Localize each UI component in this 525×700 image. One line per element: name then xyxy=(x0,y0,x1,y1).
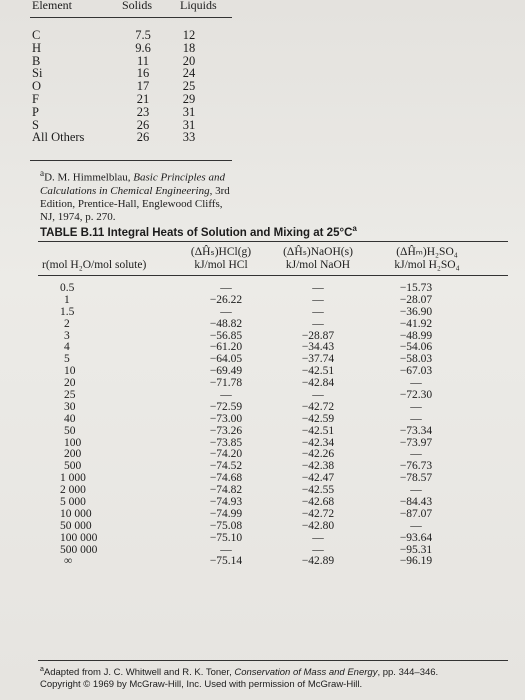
naoh-cell: −42.68 xyxy=(301,496,335,509)
r-cell: 500 000 xyxy=(60,543,98,556)
hcl-cell: −74.82 xyxy=(209,484,243,497)
naoh-cell: −42.84 xyxy=(301,377,335,390)
element-name: S xyxy=(32,117,39,132)
r-cell: 500 xyxy=(64,460,82,473)
h2so4-column xyxy=(386,283,446,568)
naoh-cell: −42.26 xyxy=(301,448,335,461)
table-header-rule xyxy=(38,275,508,276)
hcl-cell: −73.85 xyxy=(209,436,243,449)
hcl-cell: — xyxy=(220,282,232,294)
liquid-value: 25 xyxy=(182,79,196,94)
naoh-cell: −42.80 xyxy=(301,519,335,532)
footnote-source: Adapted from J. C. Whitwell and R. K. Toner, xyxy=(43,667,235,679)
element-table xyxy=(30,28,230,143)
hcl-cell: — xyxy=(220,389,232,402)
naoh-cell: −42.38 xyxy=(301,460,335,473)
h2so4-cell: −36.90 xyxy=(399,305,433,318)
hcl-cell: −71.78 xyxy=(209,377,243,390)
h2so4-cell: −28.07 xyxy=(399,293,433,306)
element-row xyxy=(30,66,230,79)
element-row xyxy=(30,118,230,131)
r-cell: 10 000 xyxy=(60,507,92,520)
r-cell: 1 000 xyxy=(60,472,86,485)
naoh-cell: — xyxy=(312,389,324,402)
element-row xyxy=(30,92,230,105)
hcl-cell: — xyxy=(220,543,232,556)
hcl-col-unit: kJ/mol HCl xyxy=(194,259,248,271)
header-liquids: Liquids xyxy=(180,0,217,12)
naoh-cell: — xyxy=(312,293,324,306)
h2so4-cell: −67.03 xyxy=(399,365,433,378)
table-title-marker: a xyxy=(352,224,357,233)
hcl-cell: −26.22 xyxy=(209,293,243,306)
naoh-column xyxy=(288,283,348,568)
header-rule xyxy=(30,17,232,18)
liquid-value: 18 xyxy=(182,40,196,55)
r-cell: 40 xyxy=(64,412,76,425)
h2so4-cell: −84.43 xyxy=(399,496,433,509)
r-cell: 50 000 xyxy=(60,519,92,532)
element-name: F xyxy=(32,91,39,106)
hcl-cell: −48.82 xyxy=(209,317,243,330)
hcl-cell: −72.59 xyxy=(209,400,243,413)
h2so4-cell: −54.06 xyxy=(399,341,433,354)
table-footnote-line1: $^a$Adapted from J. C. Whitwell and R. K. Toner, Conservation of Mass and Energy, pp. 344–346. xyxy=(40,666,439,679)
footnote-rest: , 3rd Edition, Prentice-Hall, Englewood Cliffs, NJ, 1974, p. 270. xyxy=(40,184,230,223)
element-name: C xyxy=(32,28,41,42)
r-cell: 5 000 xyxy=(60,496,86,509)
element-row xyxy=(30,105,230,118)
r-cell: 50 xyxy=(64,424,76,437)
naoh-cell: — xyxy=(312,543,324,556)
hcl-cell: −56.85 xyxy=(209,329,243,342)
h2so4-cell: −72.30 xyxy=(399,389,433,402)
naoh-cell: −42.72 xyxy=(301,507,335,520)
liquid-value: 24 xyxy=(182,66,196,81)
naoh-cell: — xyxy=(312,305,324,318)
table-title-text: TABLE B.11 Integral Heats of Solution and Mixing at 25°C xyxy=(40,226,353,239)
naoh-cell: −28.87 xyxy=(301,329,335,342)
naoh-cell: −42.59 xyxy=(301,412,335,425)
element-name: P xyxy=(32,104,39,119)
element-table-header xyxy=(0,0,525,16)
naoh-cell: −34.43 xyxy=(301,341,335,354)
hcl-cell: −61.20 xyxy=(209,341,243,354)
hcl-cell: −74.68 xyxy=(209,472,243,485)
solid-value: 9.6 xyxy=(135,40,151,55)
hcl-cell: −74.20 xyxy=(209,448,243,461)
solid-value: 17 xyxy=(136,79,150,94)
table-top-rule xyxy=(38,241,508,242)
r-cell: 100 xyxy=(64,436,82,449)
r-cell: 2 xyxy=(64,317,70,330)
footnote-source-book: Conservation of Mass and Energy xyxy=(234,667,378,679)
h2so4-cell: — xyxy=(410,412,422,425)
footnote-source-pages: , pp. 344–346. xyxy=(377,667,439,679)
table-footnote-line2: Copyright © 1969 by McGraw-Hill, Inc. Used with permission of McGraw-Hill. xyxy=(40,679,363,691)
h2so4-cell: −76.73 xyxy=(399,460,433,473)
hcl-cell: −64.05 xyxy=(209,353,243,366)
r-cell: 0.5 xyxy=(60,282,75,294)
h2so4-cell: −48.99 xyxy=(399,329,433,342)
solid-value: 11 xyxy=(136,53,150,68)
h2so4-cell: −78.57 xyxy=(399,472,433,485)
h2so4-cell: −41.92 xyxy=(399,317,433,330)
hcl-cell: −75.08 xyxy=(209,519,243,532)
h2so4-cell: −95.31 xyxy=(399,543,433,556)
naoh-cell: — xyxy=(312,531,324,544)
r-col-header: r(mol H₂O/mol solute) xyxy=(42,259,147,271)
h2so4-cell: −93.64 xyxy=(399,531,433,544)
element-name: H xyxy=(32,40,42,55)
element-row xyxy=(30,41,230,54)
h2so4-cell: −15.73 xyxy=(399,282,433,294)
liquid-value: 33 xyxy=(182,130,196,145)
footnote-book: Basic Principles and Calculations in Chemical Engineering xyxy=(40,171,225,197)
table-footnote xyxy=(40,664,515,691)
r-cell: 1.5 xyxy=(60,305,75,318)
footnote-marker: a xyxy=(40,168,45,178)
naoh-cell: −42.34 xyxy=(301,436,335,449)
naoh-cell: −37.74 xyxy=(301,353,335,366)
r-cell: 25 xyxy=(64,389,76,402)
element-row xyxy=(30,28,230,41)
hcl-cell: −74.52 xyxy=(209,460,243,473)
element-name: All Others xyxy=(32,130,85,145)
element-table-footnote xyxy=(40,167,240,224)
table-title xyxy=(40,224,357,239)
hcl-cell: −73.00 xyxy=(209,412,243,425)
solid-value: 26 xyxy=(136,130,150,145)
solid-value: 21 xyxy=(136,91,150,106)
naoh-cell: −42.72 xyxy=(301,400,335,413)
h2so4-cell: −87.07 xyxy=(399,507,433,520)
r-cell: 10 xyxy=(64,365,76,378)
h2so4-cell: — xyxy=(410,448,422,461)
h2so4-cell: — xyxy=(410,400,422,413)
r-cell: 4 xyxy=(64,341,70,354)
element-name: O xyxy=(32,79,42,94)
naoh-col-top: (ΔĤₛ)NaOH(s) xyxy=(283,246,353,258)
h2so4-cell: — xyxy=(410,377,422,390)
solid-value: 26 xyxy=(136,117,150,132)
hcl-cell: −75.14 xyxy=(209,555,243,568)
hcl-cell: — xyxy=(220,305,232,318)
hcl-cell: −69.49 xyxy=(209,365,243,378)
r-cell: 5 xyxy=(64,353,70,366)
r-cell: ∞ xyxy=(64,555,73,568)
r-cell: 200 xyxy=(64,448,82,461)
h2so4-cell: −73.97 xyxy=(399,436,433,449)
naoh-col-unit: kJ/mol NaOH xyxy=(285,259,351,271)
liquid-value: 31 xyxy=(182,104,196,119)
r-column xyxy=(60,283,140,568)
solid-value: 23 xyxy=(136,104,150,119)
liquid-value: 20 xyxy=(182,53,196,68)
naoh-cell: −42.51 xyxy=(301,424,335,437)
hcl-cell: −74.93 xyxy=(209,496,243,509)
r-cell: 30 xyxy=(64,400,76,413)
liquid-value: 29 xyxy=(182,91,196,106)
r-cell: 2 000 xyxy=(60,484,86,497)
hcl-cell: −75.10 xyxy=(209,531,243,544)
liquid-value: 12 xyxy=(182,28,196,42)
h2so4-col-top: (ΔĤₘ)H₂SO₄ xyxy=(396,246,458,258)
hcl-cell: −73.26 xyxy=(209,424,243,437)
solid-value: 16 xyxy=(136,66,150,81)
naoh-cell: −42.47 xyxy=(301,472,335,485)
r-cell: 1 xyxy=(64,293,70,306)
naoh-cell: −42.89 xyxy=(301,555,335,568)
h2so4-cell: — xyxy=(410,484,422,497)
naoh-cell: −42.51 xyxy=(301,365,335,378)
hcl-column xyxy=(196,283,256,568)
r-cell: 3 xyxy=(64,329,70,342)
hcl-col-top: (ΔĤₛ)HCl(g) xyxy=(190,246,252,258)
element-name: Si xyxy=(32,66,43,81)
naoh-cell: — xyxy=(312,317,324,330)
hcl-cell: −74.99 xyxy=(209,507,243,520)
element-name: B xyxy=(32,53,41,68)
table-bottom-rule xyxy=(38,660,508,661)
liquid-value: 31 xyxy=(182,117,196,132)
r-cell: 20 xyxy=(64,377,76,390)
header-solids: Solids xyxy=(122,0,153,12)
element-table-bottom-rule xyxy=(30,160,232,161)
h2so4-cell: −73.34 xyxy=(399,424,433,437)
naoh-cell: −42.55 xyxy=(301,484,335,497)
h2so4-cell: — xyxy=(410,519,422,532)
element-row xyxy=(30,130,230,143)
h2so4-cell: −58.03 xyxy=(399,353,433,366)
r-cell: 100 000 xyxy=(60,531,98,544)
element-row xyxy=(30,79,230,92)
naoh-cell: — xyxy=(312,282,324,294)
h2so4-cell: −96.19 xyxy=(399,555,433,568)
element-row xyxy=(30,54,230,67)
header-element: Element xyxy=(32,0,72,12)
h2so4-col-unit: kJ/mol H₂SO₄ xyxy=(394,259,460,271)
solid-value: 7.5 xyxy=(135,28,151,42)
footnote-author: D. M. Himmelblau, xyxy=(44,171,134,184)
